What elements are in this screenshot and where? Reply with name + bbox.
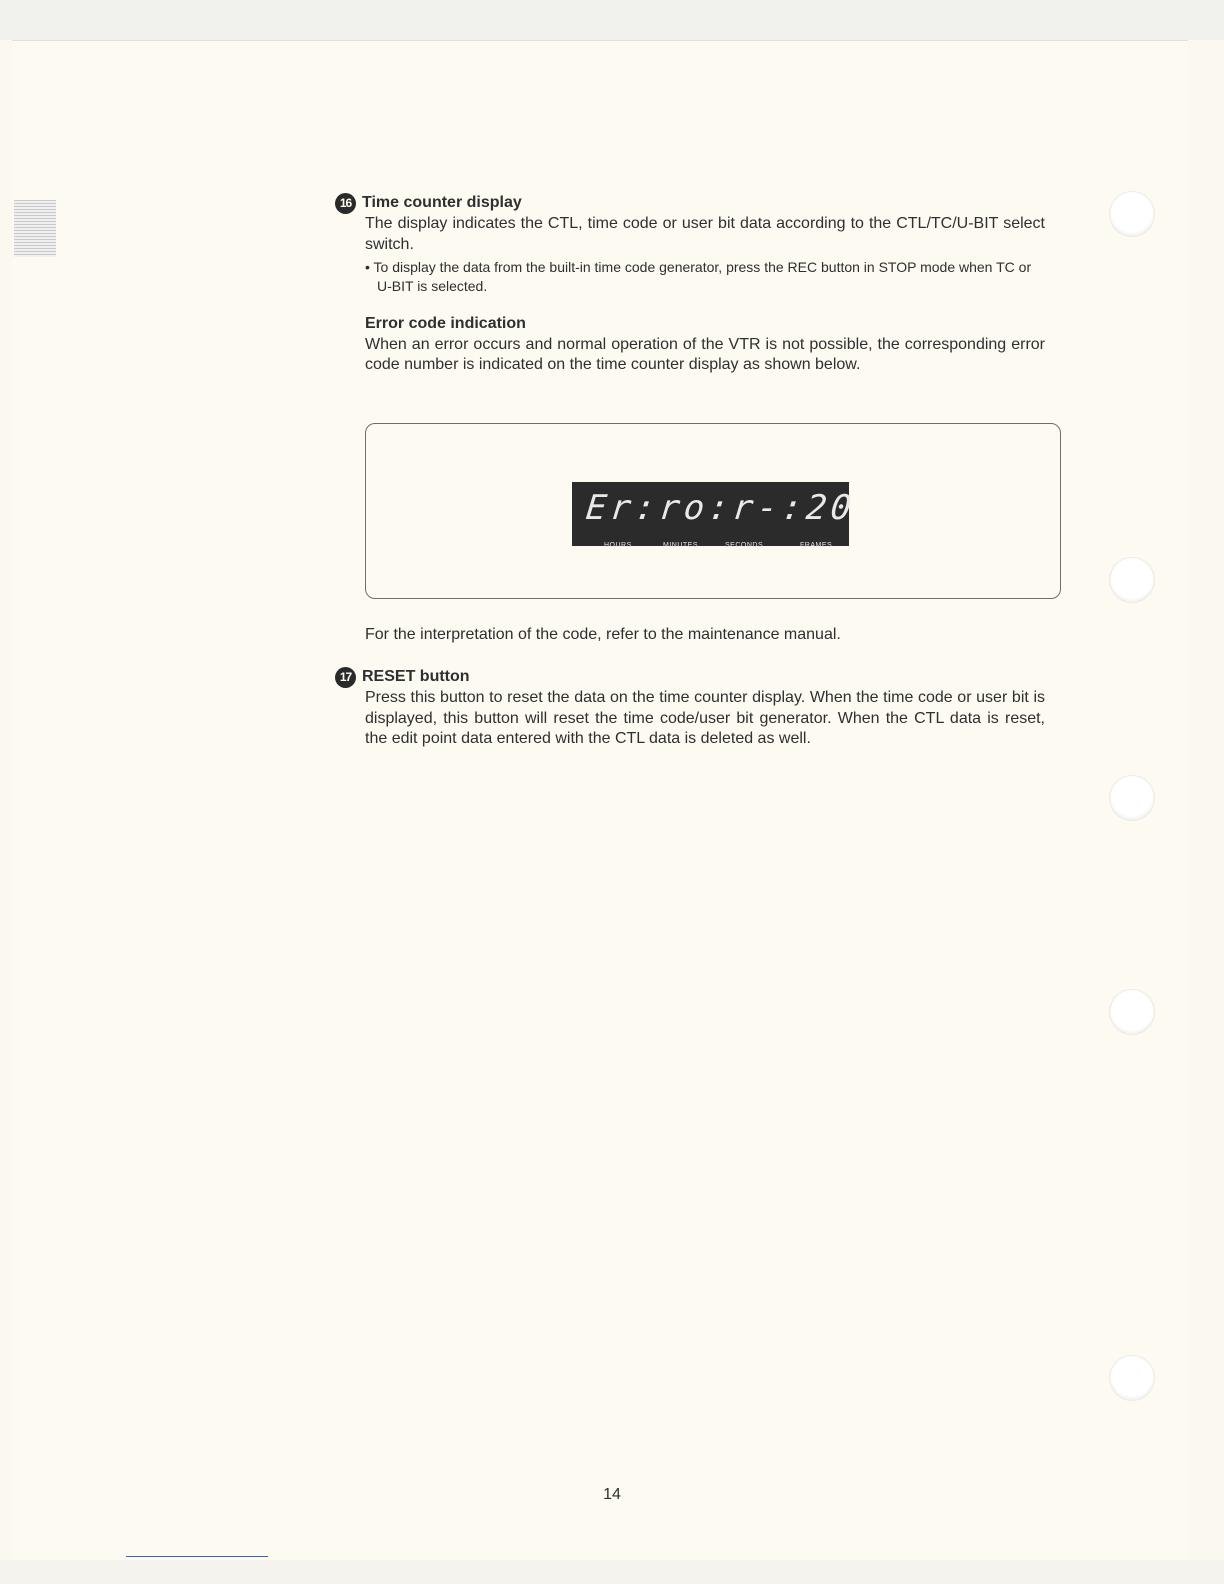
time-counter-lcd: [572, 482, 858, 549]
lcd-label-seconds: SECONDS: [725, 542, 764, 549]
binder-edge-strip: [14, 200, 56, 257]
error-code-heading: Error code indication: [365, 315, 526, 332]
punch-hole: [1110, 990, 1154, 1034]
error-code-body: When an error occurs and normal operation of the VTR is not possible, the corresponding error code number is indicated on the time counter display as shown below.: [365, 335, 1045, 373]
interpretation-note: For the interpretation of the code, refer to the maintenance manual.: [365, 626, 841, 643]
punch-hole: [1110, 192, 1154, 236]
scan-top-band: [0, 0, 1224, 40]
section-16: [335, 193, 1045, 376]
punch-hole: [1110, 558, 1154, 602]
section-title: RESET button: [362, 668, 470, 686]
section-17-heading: [335, 667, 1045, 688]
punch-hole: [1110, 776, 1154, 820]
section-17: [335, 667, 1045, 750]
punch-hole: [1110, 1356, 1154, 1400]
lcd-label-hours: HOURS: [604, 542, 632, 549]
section-16-heading: [335, 193, 1045, 214]
section-number-badge: 17: [335, 667, 356, 688]
section-body: The display indicates the CTL, time code or user bit data according to the CTL/TC/U-BIT select switch.: [365, 215, 1045, 253]
footer-underline: [126, 1556, 268, 1557]
section-title: Time counter display: [362, 194, 522, 212]
scan-bottom-band: [0, 1560, 1224, 1584]
section-note: • To display the data from the built-in time code generator, press the REC button in STOP mode when TC or U-BIT is selected.: [365, 259, 1032, 294]
page-number: 14: [603, 1486, 621, 1503]
lcd-label-minutes: MINUTES: [663, 542, 698, 549]
lcd-error-readout: Er:ro:r-:20: [583, 488, 858, 528]
section-body: Press this button to reset the data on the time counter display. When the time code or user bit is displayed, this button will reset the time code/user bit generator. When the CTL data is reset, the edit point data entered with the CTL data is deleted as well.: [365, 689, 1045, 747]
section-number-badge: 16: [335, 193, 356, 214]
lcd-label-frames: FRAMES: [800, 542, 833, 549]
